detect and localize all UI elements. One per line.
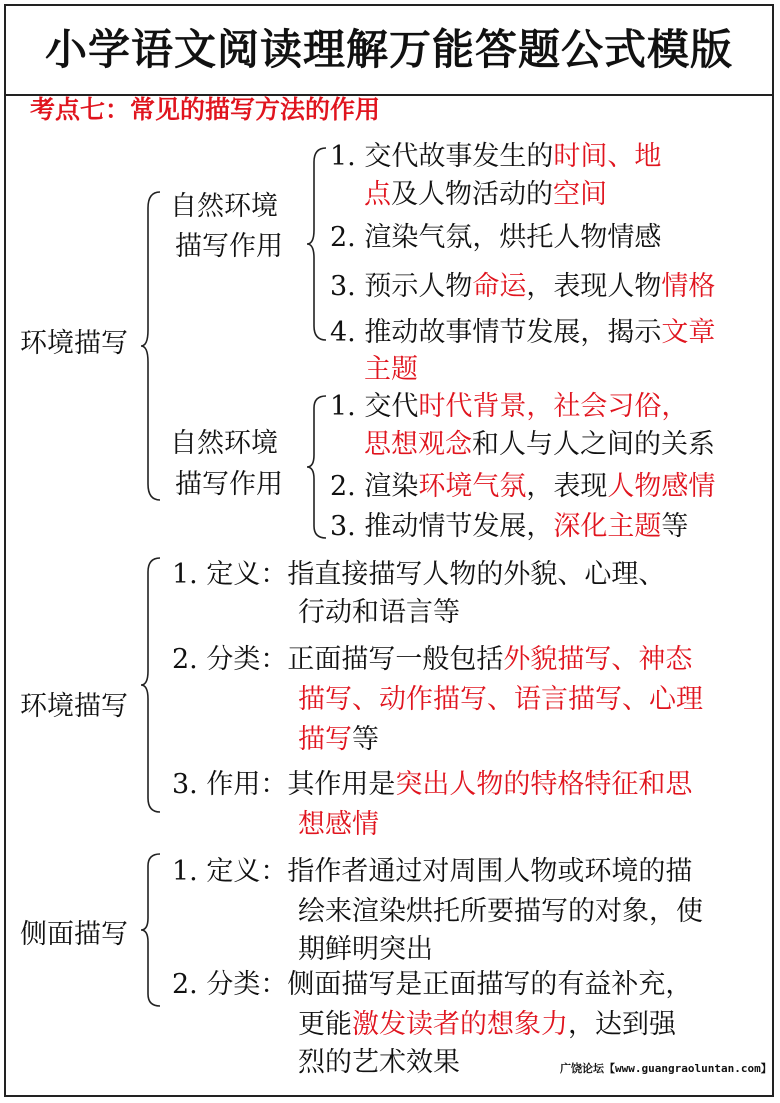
- natural-item-1-cont: 点及人物活动的空间: [364, 179, 607, 210]
- direct-effect: 3. 作用：其作用是突出人物的特格特征和思: [172, 769, 693, 800]
- natural-item-2: 2. 渲染气氛，烘托人物情感: [330, 222, 662, 253]
- side-label: 侧面描写: [20, 919, 128, 950]
- natural-item-4-cont: 主题: [364, 354, 418, 385]
- direct-category-cont: 描写、动作描写、语言描写、心理: [298, 684, 703, 715]
- brace-direct: [140, 556, 162, 814]
- social-item-1-cont: 思想观念和人与人之间的关系: [364, 429, 715, 460]
- natural-label-line1: 自然环境: [170, 191, 278, 222]
- social-label-line2: 描写作用: [175, 469, 283, 500]
- direct-label: 环境描写: [20, 691, 128, 722]
- direct-definition: 1. 定义：指直接描写人物的外貌、心理、: [172, 559, 666, 590]
- page-title: 小学语文阅读理解万能答题公式模版: [6, 6, 772, 96]
- social-item-1: 1. 交代时代背景，社会习俗，: [330, 391, 689, 422]
- brace-natural: [306, 146, 328, 342]
- side-category-cont: 更能激发读者的想象力，达到强: [298, 1009, 676, 1040]
- direct-definition-cont: 行动和语言等: [298, 597, 460, 628]
- side-definition-cont-2: 期鲜明突出: [298, 934, 433, 965]
- section-heading: 考点七：常见的描写方法的作用: [30, 95, 381, 124]
- natural-item-1: 1. 交代故事发生的时间、地: [330, 141, 662, 172]
- env-label: 环境描写: [20, 328, 128, 359]
- social-item-3: 3. 推动情节发展，深化主题等: [330, 511, 689, 542]
- side-category-cont-2: 烈的艺术效果: [298, 1047, 460, 1078]
- natural-item-4: 4. 推动故事情节发展，揭示文章: [330, 317, 716, 348]
- brace-social: [306, 394, 328, 540]
- natural-label-line2: 描写作用: [175, 231, 283, 262]
- social-label-line1: 自然环境: [170, 428, 278, 459]
- side-category: 2. 分类：侧面描写是正面描写的有益补充，: [172, 969, 693, 1000]
- direct-category: 2. 分类：正面描写一般包括外貌描写、神态: [172, 644, 693, 675]
- natural-item-3: 3. 预示人物命运，表现人物情格: [330, 271, 716, 302]
- direct-category-cont-2: 描写等: [298, 724, 379, 755]
- brace-env-main: [140, 190, 162, 502]
- social-item-2: 2. 渲染环境气氛，表现人物感情: [330, 471, 716, 502]
- brace-side: [140, 852, 162, 1008]
- side-definition-cont: 绘来渲染烘托所要描写的对象，使: [298, 896, 703, 927]
- direct-effect-cont: 想感情: [298, 809, 379, 840]
- watermark: 广饶论坛【www.guangraoluntan.com】: [560, 1062, 772, 1075]
- side-definition: 1. 定义：指作者通过对周围人物或环境的描: [172, 856, 693, 887]
